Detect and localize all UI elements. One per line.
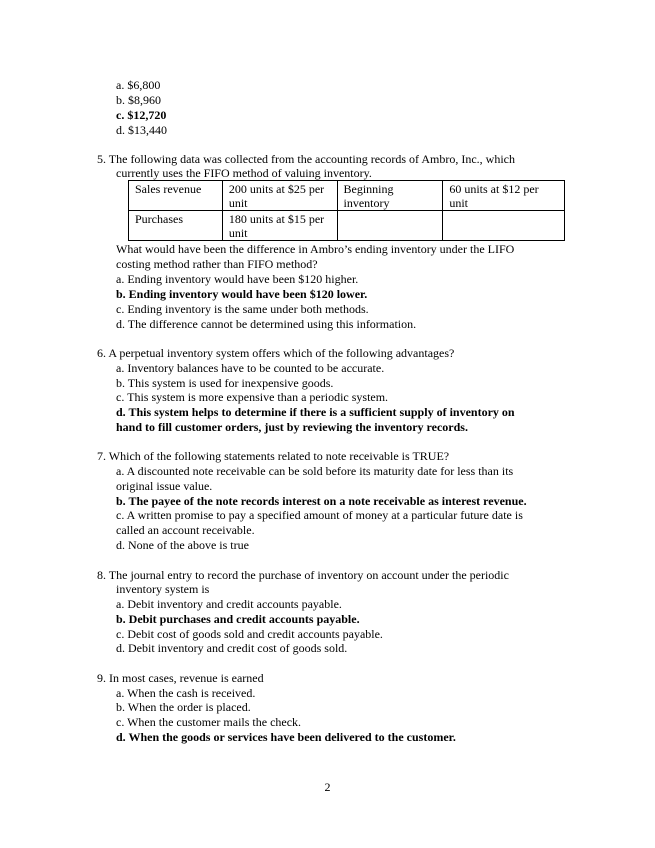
q7-option-b-answer: b. The payee of the note records interest on a note receivable as interest revenue. [116,494,527,508]
q5-question: What would have been the difference in Ambro’s ending inventory under the LIFO [116,242,515,256]
q5-option-c: c. Ending inventory is the same under both methods. [116,302,369,316]
table-cell [337,211,443,241]
q7-option-c: c. A written promise to pay a specified amount of money at a particular future date is [116,508,523,522]
page-number: 2 [324,780,331,794]
q7-option-a: a. A discounted note receivable can be sold before its maturity date for less than its [116,464,514,478]
q5-option-d: d. The difference cannot be determined using this information. [116,317,417,331]
table-row [129,211,565,241]
q4-option-d: d. $13,440 [116,123,167,137]
table-cell: Beginning inventory [337,181,443,211]
q5-data-table [128,180,565,241]
q8-stem: 8. The journal entry to record the purchase of inventory on account under the periodic [97,568,509,582]
table-cell: 200 units at $25 per unit [222,181,337,211]
q8-stem-cont: inventory system is [116,582,210,596]
q5-option-b-answer: b. Ending inventory would have been $120 lower. [116,287,368,301]
q9-option-a: a. When the cash is received. [116,686,256,700]
q5-stem-cont: currently uses the FIFO method of valuing inventory. [116,166,372,180]
q4-option-a: a. $6,800 [116,78,161,92]
q7-option-a-cont: original issue value. [116,479,213,493]
q7-option-c-cont: called an account receivable. [116,523,255,537]
q8-option-c: c. Debit cost of goods sold and credit accounts payable. [116,627,383,641]
q6-option-b: b. This system is used for inexpensive goods. [116,376,334,390]
q6-option-a: a. Inventory balances have to be counted to be accurate. [116,361,385,375]
table-cell: Purchases [129,211,223,241]
q8-option-b-answer: b. Debit purchases and credit accounts payable. [116,612,360,626]
q4-option-c-answer: c. $12,720 [116,108,167,122]
table-cell: 60 units at $12 per unit [443,181,565,211]
q6-stem: 6. A perpetual inventory system offers which of the following advantages? [97,346,455,360]
table-cell: 180 units at $15 per unit [222,211,337,241]
table-cell: Sales revenue [129,181,223,211]
q9-stem: 9. In most cases, revenue is earned [97,671,264,685]
q6-option-d-answer-cont: hand to fill customer orders, just by reviewing the inventory records. [116,420,468,434]
q9-option-d-answer: d. When the goods or services have been delivered to the customer. [116,730,456,744]
q5-option-a: a. Ending inventory would have been $120 higher. [116,272,359,286]
table-row [129,181,565,211]
q6-option-d-answer: d. This system helps to determine if there is a sufficient supply of inventory on [116,405,515,419]
q9-option-b: b. When the order is placed. [116,700,251,714]
table-cell [443,211,565,241]
q7-stem: 7. Which of the following statements related to note receivable is TRUE? [97,449,450,463]
q5-question-cont: costing method rather than FIFO method? [116,257,318,271]
q8-option-a: a. Debit inventory and credit accounts payable. [116,597,342,611]
q6-option-c: c. This system is more expensive than a periodic system. [116,390,389,404]
q5-stem: 5. The following data was collected from the accounting records of Ambro, Inc., which [97,152,515,166]
q9-option-c: c. When the customer mails the check. [116,715,302,729]
q4-option-b: b. $8,960 [116,93,161,107]
q7-option-d: d. None of the above is true [116,538,249,552]
q8-option-d: d. Debit inventory and credit cost of goods sold. [116,641,348,655]
